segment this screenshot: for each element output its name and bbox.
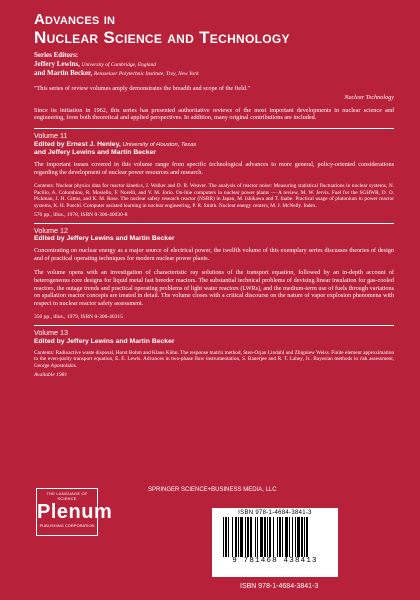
volume-label: Volume 11	[34, 131, 68, 141]
volume-editors-line2: and Jeffery Lewins and Martin Becker	[34, 149, 157, 156]
isbn-footer: ISBN 978-1-4684-3841-3	[240, 583, 319, 590]
barcode-digits: 9 781468 438413	[232, 557, 318, 565]
volume-description: The important issues covered in this volume range from specific technological advances to more general, policy-oriented considerations regarding the development of nuclear power resources and research.	[34, 161, 394, 176]
logo-subtitle: PUBLISHING CORPORATION	[39, 523, 95, 528]
volume-contents: Contents: Radioactive waste disposal, Horst Bohm and Klaus Kühn. The response matrix method, Sten-Orjan Lindahl and Zbigniew Weiss. Finite element approximation to the even-parity transport equation, E. E. Lewis. Advances in two-phase flow instrumentation, S. Banerjee and R. T. Lahey, Jr.. Bayesian methods in risk assessment, George Apostolakis.	[34, 349, 394, 370]
editor2-name: and Martin Becker,	[34, 69, 93, 78]
editor2-affiliation: Rensselaer Polytechnic Institute, Troy, New York	[93, 71, 199, 78]
volume-editors-affiliation: University of Houston, Texas	[122, 141, 197, 148]
barcode-icon	[221, 517, 329, 557]
divider	[34, 128, 394, 129]
volume-meta: 576 pp., illus., 1978, ISBN 0-306-40030-8	[34, 211, 128, 218]
series-editors	[34, 51, 394, 79]
series-title-line1: Advances in	[34, 11, 116, 28]
divider	[34, 325, 394, 326]
volume-label: Volume 12	[34, 225, 68, 235]
series-intro: Since its initiation in 1962, this series has presented authoritative reviews of the most important developments in nuclear science and engineering, from both theoretical and applied perspectives. In addition, many original contributions are included.	[34, 106, 394, 122]
volume-editors: Edited by Jeffery Lewins and Martin Becker	[34, 337, 175, 345]
logo-wordmark: Plenum	[37, 501, 113, 523]
logo-tagline: THE LANGUAGE OF SCIENCE	[46, 491, 88, 501]
volume-editors: Edited by Jeffery Lewins and Martin Becker	[34, 235, 175, 243]
volume-contents: Contents: Nuclear physics data for reactor kinetics, J. Walker and D. R. Weaver. The analysis of reactor noise: Measuring statistical fluctuations in nuclear systems, N. Pacilio, A. Colombino, R. Mosiello, F. Norelli, and V. M. Jorio. On-line computers in nuclear power plants — A review, M. W. Jervis. Fuel for the SGHWR, D. O. Pickman, J. H. Gittus, and K. M. Rose. The nuclear safety research reactor (NSRR) in Japan, M. Ishikawa and T. Inabe. Practical usage of plutonium in power reactor systems, K. H. Puechl. Computer assisted learning in nuclear engineering, P. R. Smith. Nuclear energy centers, M. J. McNelly. Index.	[34, 182, 394, 209]
series-title-line2: Nuclear Science and Technology	[34, 28, 290, 47]
review-quote: "This series of review volumes amply demonstrates the breadth and scope of the field."	[34, 84, 251, 92]
quote-source: Nuclear Technology	[344, 93, 394, 101]
volume-editors-line1: Edited by Ernest J. Henley,	[34, 140, 121, 148]
volume-description: Concentrating on nuclear energy as a major source of electrical power, the twelfth volume of this exemplary series discusses theories of design and of practical operating techniques for modern nuclear power plants.	[34, 247, 394, 263]
volume-13	[34, 329, 394, 378]
editor1-name: Jeffery Lewins,	[34, 60, 80, 69]
volume-12	[34, 227, 394, 321]
divider	[34, 223, 394, 224]
volume-meta: 350 pp., illus., 1979, ISBN 0-306-40315	[34, 313, 123, 320]
editor1-affiliation: University of Cambridge, England	[81, 62, 157, 69]
barcode-panel	[212, 508, 338, 577]
volume-label: Volume 13	[34, 327, 68, 337]
volume-editors	[34, 141, 394, 157]
back-cover	[34, 12, 394, 378]
volume-description-2: The volume opens with an investigation of characteristic ray solutions of the transport equation, followed by an in-depth account of heterogeneous core designs for liquid metal fast breeder reactors. The substantial technical problems of devising linear insulation for gas-cooled reactors, the outage trends and practical operating problems of light water reactors (LWRs), and the medium-term use of fuels through variations on spallation reactor concepts are treated in detail. The volume closes with a critical discourse on the nature of vapor explosion phenomena with respect to nuclear reactor safety assessment.	[34, 269, 394, 308]
volume-11	[34, 132, 394, 218]
editors-heading: Series Editors:	[34, 51, 79, 59]
barcode-isbn: ISBN 978-1-4684-3841-3	[238, 510, 312, 516]
volume-availability: Available 1981	[34, 371, 68, 378]
plenum-logo	[36, 488, 113, 536]
publisher-imprint: SPRINGER SCIENCE+BUSINESS MEDIA, LLC	[148, 487, 277, 493]
